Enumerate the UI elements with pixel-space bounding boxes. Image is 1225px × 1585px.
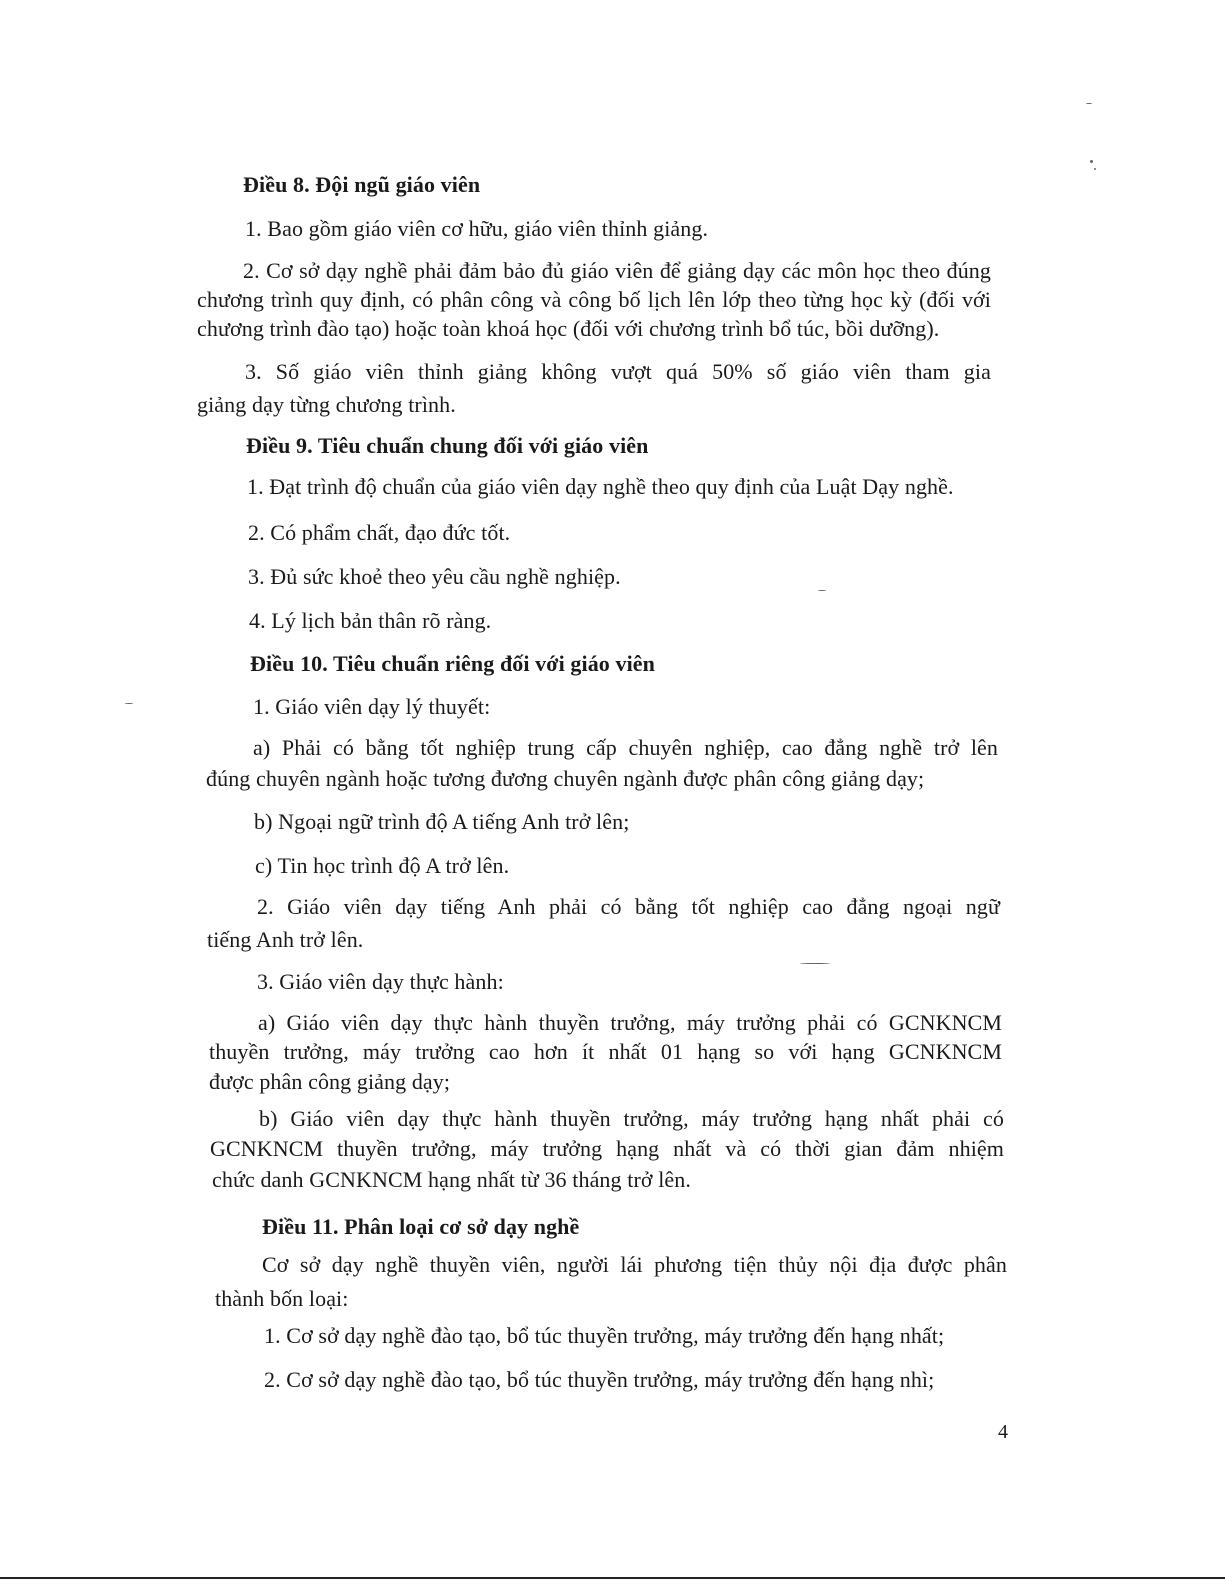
article-10-para-1: 1. Giáo viên dạy lý thuyết: — [253, 694, 491, 719]
scan-edge-line — [0, 1577, 1225, 1579]
scan-speck — [1090, 160, 1093, 163]
article-10-para-3b-line-3: chức danh GCNKNCM hạng nhất từ 36 tháng trở lên. — [212, 1167, 691, 1192]
article-11-para-2: 2. Cơ sở dạy nghề đào tạo, bổ túc thuyền trưởng, máy trưởng đến hạng nhì; — [264, 1367, 935, 1392]
article-11-para-intro-line-1: Cơ sở dạy nghề thuyền viên, người lái phương tiện thủy nội địa được phân — [262, 1252, 1007, 1277]
article-10-para-3a-line-2: thuyền trưởng, máy trưởng cao hơn ít nhất 01 hạng so với hạng GCNKNCM — [209, 1039, 1002, 1064]
article-8-para-2-line-2: chương trình quy định, có phân công và công bố lịch lên lớp theo từng học kỳ (đối với — [197, 287, 991, 312]
article-8-para-1: 1. Bao gồm giáo viên cơ hữu, giáo viên thỉnh giảng. — [245, 216, 709, 241]
article-8-para-2-line-1: 2. Cơ sở dạy nghề phải đảm bảo đủ giáo viên để giảng dạy các môn học theo đúng — [243, 258, 991, 283]
scan-speck — [1086, 103, 1092, 104]
article-9-para-3: 3. Đủ sức khoẻ theo yêu cầu nghề nghiệp. — [248, 564, 621, 589]
article-11-para-1: 1. Cơ sở dạy nghề đào tạo, bổ túc thuyền trưởng, máy trưởng đến hạng nhất; — [264, 1323, 945, 1348]
article-9-heading: Điều 9. Tiêu chuẩn chung đối với giáo viên — [246, 433, 649, 458]
article-10-para-b: b) Ngoại ngữ trình độ A tiếng Anh trở lên; — [254, 809, 630, 834]
article-10-para-2-line-1: 2. Giáo viên dạy tiếng Anh phải có bằng tốt nghiệp cao đẳng ngoại ngữ — [257, 894, 1000, 919]
article-10-heading: Điều 10. Tiêu chuẩn riêng đối với giáo viên — [250, 651, 656, 676]
article-10-para-3a-line-3: được phân công giảng dạy; — [209, 1069, 451, 1094]
article-11-para-intro-line-2: thành bốn loại: — [215, 1286, 349, 1311]
scan-speck — [125, 703, 133, 704]
article-9-para-2: 2. Có phẩm chất, đạo đức tốt. — [248, 520, 511, 545]
article-8-para-3-line-1: 3. Số giáo viên thỉnh giảng không vượt quá 50% số giáo viên tham gia — [245, 359, 991, 384]
scan-speck — [1094, 168, 1096, 170]
article-10-para-c: c) Tin học trình độ A trở lên. — [255, 853, 510, 878]
article-9-para-4: 4. Lý lịch bản thân rõ ràng. — [249, 608, 492, 633]
article-10-para-3b-line-2: GCNKNCM thuyền trưởng, máy trưởng hạng nhất và có thời gian đảm nhiệm — [210, 1136, 1004, 1161]
article-9-para-1: 1. Đạt trình độ chuẩn của giáo viên dạy nghề theo quy định của Luật Dạy nghề. — [247, 474, 954, 499]
article-10-para-a-line-2: đúng chuyên ngành hoặc tương đương chuyên ngành được phân công giảng dạy; — [206, 766, 925, 791]
article-10-para-3a-line-1: a) Giáo viên dạy thực hành thuyền trưởng, máy trưởng phải có GCNKNCM — [258, 1010, 1002, 1035]
article-8-para-2-line-3: chương trình đào tạo) hoặc toàn khoá học (đối với chương trình bổ túc, bồi dưỡng). — [197, 316, 940, 341]
scan-speck — [800, 963, 830, 964]
article-8-para-3-line-2: giảng dạy từng chương trình. — [197, 392, 456, 417]
article-11-heading: Điều 11. Phân loại cơ sở dạy nghề — [262, 1214, 580, 1239]
article-10-para-3b-line-1: b) Giáo viên dạy thực hành thuyền trưởng, máy trưởng hạng nhất phải có — [259, 1106, 1004, 1131]
scan-speck — [818, 590, 826, 591]
page-number: 4 — [998, 1421, 1008, 1443]
article-10-para-3: 3. Giáo viên dạy thực hành: — [257, 969, 504, 994]
article-8-heading: Điều 8. Đội ngũ giáo viên — [243, 172, 481, 197]
article-10-para-2-line-2: tiếng Anh trở lên. — [207, 927, 364, 952]
article-10-para-a-line-1: a) Phải có bằng tốt nghiệp trung cấp chuyên nghiệp, cao đẳng nghề trở lên — [253, 735, 998, 760]
